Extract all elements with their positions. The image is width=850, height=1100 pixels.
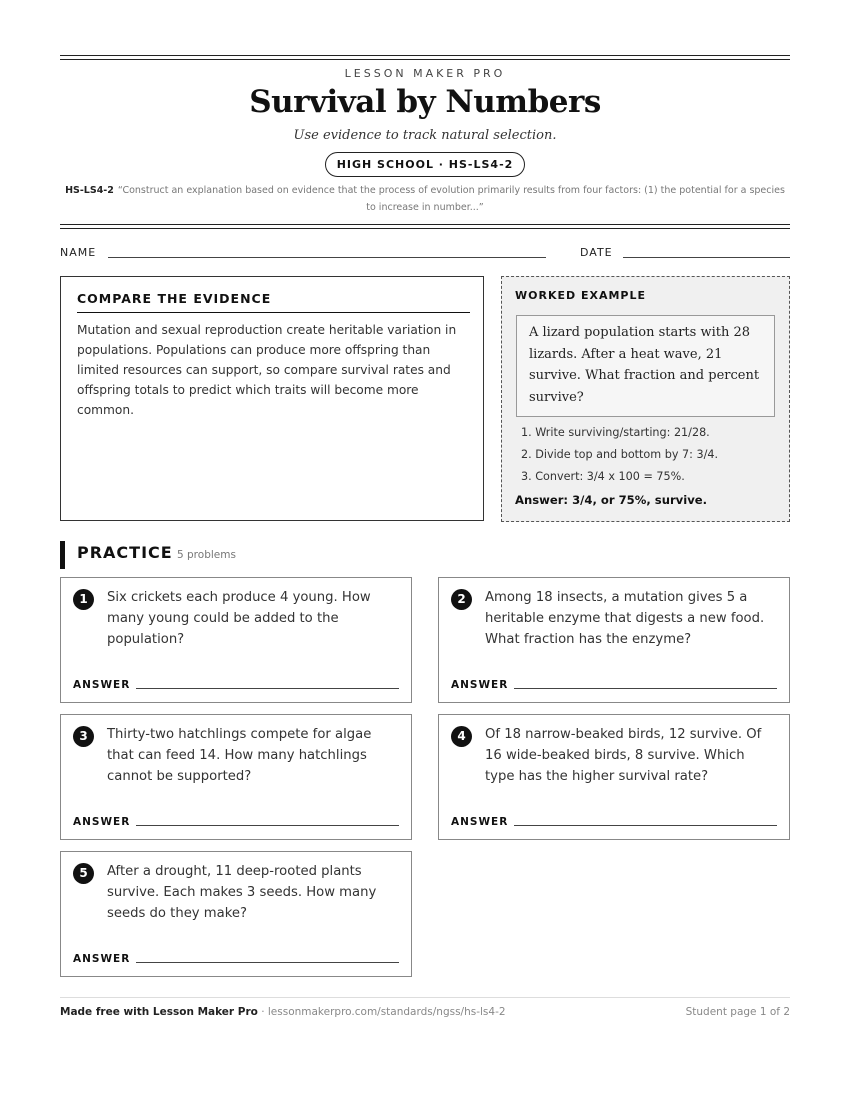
- problem-text: Among 18 insects, a mutation gives 5 a heritable enzyme that digests a new food. What fraction has the enzyme?: [485, 590, 765, 647]
- worked-step: 2. Divide top and bottom by 7: 3/4.: [521, 448, 719, 461]
- header-bottom-rule-thin: [60, 224, 790, 225]
- problem-text: Six crickets each produce 4 young. How many young could be added to the population?: [107, 590, 371, 647]
- problem-number: 4: [451, 726, 472, 747]
- footer-made-with: Made free with Lesson Maker Pro: [60, 1006, 258, 1018]
- worked-example-answer: Answer: 3/4, or 75%, survive.: [515, 493, 708, 507]
- problem-number: 5: [73, 863, 94, 884]
- problem-number: 2: [451, 589, 472, 610]
- footer-url[interactable]: · lessonmakerpro.com/standards/ngss/hs-ls4-2: [257, 1006, 506, 1018]
- name-label: NAME: [60, 246, 97, 259]
- date-label: DATE: [580, 246, 613, 259]
- practice-count: 5 problems: [177, 549, 236, 561]
- page-subtitle: Use evidence to track natural selection.: [293, 128, 557, 143]
- footer-credit: [60, 1006, 506, 1018]
- problem-card-5: [60, 851, 412, 977]
- answer-label: ANSWER: [73, 679, 131, 691]
- problem-text: After a drought, 11 deep-rooted plants survive. Each makes 3 seeds. How many seeds do they make?: [107, 864, 377, 921]
- standard-description: [64, 182, 786, 216]
- answer-label: ANSWER: [73, 953, 131, 965]
- worked-step: 3. Convert: 3/4 x 100 = 75%.: [521, 470, 685, 483]
- evidence-panel: [60, 276, 484, 521]
- problem-number: 1: [73, 589, 94, 610]
- answer-field[interactable]: [514, 688, 777, 689]
- standard-code: HS-LS4-2: [65, 185, 114, 196]
- answer-field[interactable]: [136, 825, 399, 826]
- level-badge: HIGH SCHOOL · HS-LS4-2: [325, 152, 525, 177]
- answer-field[interactable]: [514, 825, 777, 826]
- evidence-title: COMPARE THE EVIDENCE: [77, 291, 272, 306]
- answer-field[interactable]: [136, 688, 399, 689]
- problem-card-3: [60, 714, 412, 840]
- answer-field[interactable]: [136, 962, 399, 963]
- worked-example-steps: [521, 422, 718, 488]
- header-bottom-rule: [60, 228, 790, 229]
- name-field[interactable]: [108, 257, 546, 258]
- problem-card-1: [60, 577, 412, 703]
- evidence-divider: [77, 312, 470, 313]
- worked-example-title: WORKED EXAMPLE: [515, 289, 646, 302]
- worked-example-panel: [501, 276, 790, 522]
- problem-text: Of 18 narrow-beaked birds, 12 survive. Of 16 wide-beaked birds, 8 survive. Which type has the higher survival rate?: [485, 727, 762, 784]
- problem-number: 3: [73, 726, 94, 747]
- header-top-rule: [60, 55, 790, 56]
- problem-card-4: [438, 714, 790, 840]
- date-field[interactable]: [623, 257, 790, 258]
- brand-name: LESSON MAKER PRO: [344, 67, 506, 80]
- problem-card-2: [438, 577, 790, 703]
- worked-step: 1. Write surviving/starting: 21/28.: [521, 426, 710, 439]
- answer-label: ANSWER: [73, 816, 131, 828]
- practice-title: PRACTICE: [77, 543, 173, 562]
- evidence-text: Mutation and sexual reproduction create heritable variation in populations. Populations can produce more offspring than limited resources can support, so compare survival rates and offspring totals to predict which traits will become more common.: [77, 323, 457, 417]
- header-top-rule-thin: [60, 59, 790, 60]
- footer-divider: [60, 997, 790, 998]
- answer-label: ANSWER: [451, 816, 509, 828]
- practice-accent-bar: [60, 541, 65, 569]
- page-title: Survival by Numbers: [249, 84, 601, 120]
- worked-example-problem: A lizard population starts with 28 lizards. After a heat wave, 21 survive. What fraction and percent survive?: [516, 315, 775, 417]
- answer-label: ANSWER: [451, 679, 509, 691]
- problem-text: Thirty-two hatchlings compete for algae that can feed 14. How many hatchlings cannot be supported?: [107, 727, 372, 784]
- footer-page-number: Student page 1 of 2: [685, 1006, 790, 1018]
- standard-text: “Construct an explanation based on evidence that the process of evolution primarily results from four factors: (1) the potential for a species to increase in number...”: [117, 185, 785, 213]
